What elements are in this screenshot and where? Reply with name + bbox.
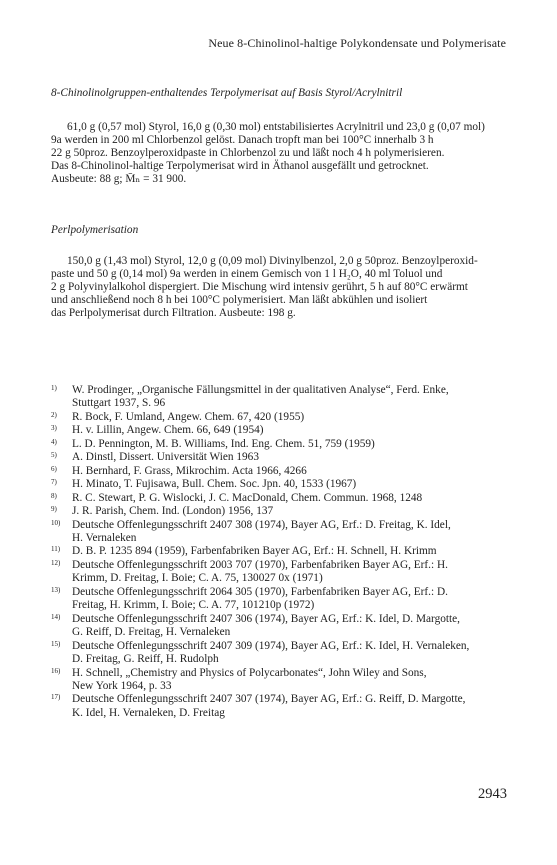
reference-text: K. Idel, H. Vernaleken, D. Freitag bbox=[72, 706, 225, 719]
reference-item bbox=[51, 505, 507, 518]
reference-text: H. v. Lillin, Angew. Chem. 66, 649 (1954) bbox=[72, 424, 264, 437]
reference-item bbox=[51, 424, 507, 437]
paragraph-line: 61,0 g (0,57 mol) Styrol, 16,0 g (0,30 mol) entstabilisiertes Acrylnitril und 23,0 g (0,07 mol) bbox=[67, 121, 485, 133]
paragraph-line: Ausbeute: 88 g; M̄ₙ = 31 900. bbox=[51, 173, 187, 186]
reference-item bbox=[51, 411, 507, 424]
reference-number: 11) bbox=[51, 545, 61, 554]
reference-text: Deutsche Offenlegungsschrift 2407 306 (1974), Bayer AG, Erf.: K. Idel, D. Margotte, bbox=[72, 612, 460, 625]
reference-number: 6) bbox=[51, 464, 57, 473]
reference-list bbox=[51, 384, 507, 720]
reference-item bbox=[51, 693, 507, 720]
reference-item bbox=[51, 492, 507, 505]
reference-number: 2) bbox=[51, 410, 57, 419]
reference-number: 12) bbox=[51, 558, 61, 567]
reference-item bbox=[51, 451, 507, 464]
reference-text: H. Bernhard, F. Grass, Mikrochim. Acta 1966, 4266 bbox=[72, 464, 307, 477]
reference-item bbox=[51, 384, 507, 411]
reference-text: R. C. Stewart, P. G. Wislocki, J. C. MacDonald, Chem. Commun. 1968, 1248 bbox=[72, 491, 423, 504]
reference-text: D. Freitag, G. Reiff, H. Rudolph bbox=[72, 653, 219, 666]
reference-number: 8) bbox=[51, 491, 57, 500]
reference-text: H. Vernaleken bbox=[72, 531, 137, 544]
running-header: Neue 8-Chinolinol-haltige Polykondensate und Polymerisate bbox=[208, 36, 506, 50]
reference-item bbox=[51, 559, 507, 586]
paragraph-line: und anschließend noch 8 h bei 100°C polymerisiert. Man läßt abkühlen und isoliert bbox=[51, 294, 428, 307]
paragraph-line: 22 g 50proz. Benzoylperoxidpaste in Chlorbenzol zu und läßt noch 4 h polymerisieren. bbox=[51, 147, 445, 160]
reference-number: 15) bbox=[51, 639, 61, 648]
reference-text: Deutsche Offenlegungsschrift 2064 305 (1970), Farbenfabriken Bayer AG, Erf.: D. bbox=[72, 585, 448, 598]
section-title-terpolymerisat: 8-Chinolinolgruppen-enthaltendes Terpolymerisat auf Basis Styrol/Acrylnitril bbox=[51, 87, 403, 99]
reference-text: Deutsche Offenlegungsschrift 2407 308 (1974), Bayer AG, Erf.: D. Freitag, K. Idel, bbox=[72, 518, 451, 531]
reference-text: H. Schnell, „Chemistry and Physics of Polycarbonates“, John Wiley and Sons, bbox=[72, 666, 427, 679]
paragraph-line: 2 g Polyvinylalkohol dispergiert. Die Mischung wird intensiv gerührt, 5 h auf 80°C erwärmt bbox=[51, 281, 468, 294]
reference-number: 5) bbox=[51, 451, 57, 460]
reference-text: R. Bock, F. Umland, Angew. Chem. 67, 420 (1955) bbox=[72, 410, 305, 423]
reference-item bbox=[51, 613, 507, 640]
reference-number: 14) bbox=[51, 612, 61, 621]
reference-text: W. Prodinger, „Organische Fällungsmittel in der qualitativen Analyse“, Ferd. Enke, bbox=[72, 384, 449, 396]
reference-text: J. R. Parish, Chem. Ind. (London) 1956, 137 bbox=[72, 505, 274, 518]
section-title-perlpolymerisation: Perlpolymerisation bbox=[51, 224, 139, 236]
reference-text: L. D. Pennington, M. B. Williams, Ind. Eng. Chem. 51, 759 (1959) bbox=[72, 437, 375, 450]
reference-text: H. Minato, T. Fujisawa, Bull. Chem. Soc. Jpn. 40, 1533 (1967) bbox=[72, 478, 357, 491]
reference-text: G. Reiff, D. Freitag, H. Vernaleken bbox=[72, 626, 231, 639]
reference-text: Deutsche Offenlegungsschrift 2003 707 (1970), Farbenfabriken Bayer AG, Erf.: H. bbox=[72, 558, 448, 571]
reference-item bbox=[51, 438, 507, 451]
paragraph-line: 150,0 g (1,43 mol) Styrol, 12,0 g (0,09 mol) Divinylbenzol, 2,0 g 50proz. Benzoylperoxid- bbox=[67, 255, 478, 267]
page-number: 2943 bbox=[478, 786, 507, 802]
reference-item bbox=[51, 478, 507, 491]
reference-text: Krimm, D. Freitag, I. Boie; C. A. 75, 130027 0x (1971) bbox=[72, 572, 323, 585]
reference-item bbox=[51, 519, 507, 546]
reference-text: Deutsche Offenlegungsschrift 2407 307 (1974), Bayer AG, Erf.: G. Reiff, D. Margotte, bbox=[72, 693, 466, 706]
reference-text: Deutsche Offenlegungsschrift 2407 309 (1974), Bayer AG, Erf.: K. Idel, H. Vernaleken, bbox=[72, 639, 470, 652]
reference-item bbox=[51, 667, 507, 694]
reference-item bbox=[51, 465, 507, 478]
paragraph-line: 9a werden in 200 ml Chlorbenzol gelöst. Danach tropft man bei 100°C innerhalb 3 h bbox=[51, 134, 434, 147]
reference-item bbox=[51, 640, 507, 667]
reference-text: New York 1964, p. 33 bbox=[72, 679, 172, 692]
reference-text: D. B. P. 1235 894 (1959), Farbenfabriken Bayer AG, Erf.: H. Schnell, H. Krimm bbox=[72, 545, 437, 558]
paragraph-line: das Perlpolymerisat durch Filtration. Ausbeute: 198 g. bbox=[51, 307, 296, 320]
reference-text: A. Dinstl, Dissert. Universität Wien 1963 bbox=[72, 451, 259, 464]
reference-number: 1) bbox=[51, 384, 57, 392]
paragraph-line: Das 8-Chinolinol-haltige Terpolymerisat wird in Äthanol ausgefällt und getrocknet. bbox=[51, 160, 429, 173]
paragraph-terpolymerisat bbox=[51, 121, 506, 186]
paragraph-perlpolymerisation bbox=[51, 255, 506, 320]
reference-item bbox=[51, 586, 507, 613]
reference-item bbox=[51, 545, 507, 558]
reference-text: Freitag, H. Krimm, I. Boie; C. A. 77, 101210p (1972) bbox=[72, 599, 315, 612]
reference-number: 16) bbox=[51, 666, 61, 675]
reference-number: 17) bbox=[51, 693, 61, 702]
reference-number: 4) bbox=[51, 437, 57, 446]
paragraph-line: paste und 50 g (0,14 mol) 9a werden in einem Gemisch von 1 l H₂O, 40 ml Toluol und bbox=[51, 268, 443, 281]
reference-number: 3) bbox=[51, 424, 57, 433]
reference-number: 7) bbox=[51, 478, 57, 487]
reference-text: Stuttgart 1937, S. 96 bbox=[72, 397, 166, 410]
reference-number: 10) bbox=[51, 518, 61, 527]
reference-number: 9) bbox=[51, 505, 57, 514]
reference-number: 13) bbox=[51, 585, 61, 594]
